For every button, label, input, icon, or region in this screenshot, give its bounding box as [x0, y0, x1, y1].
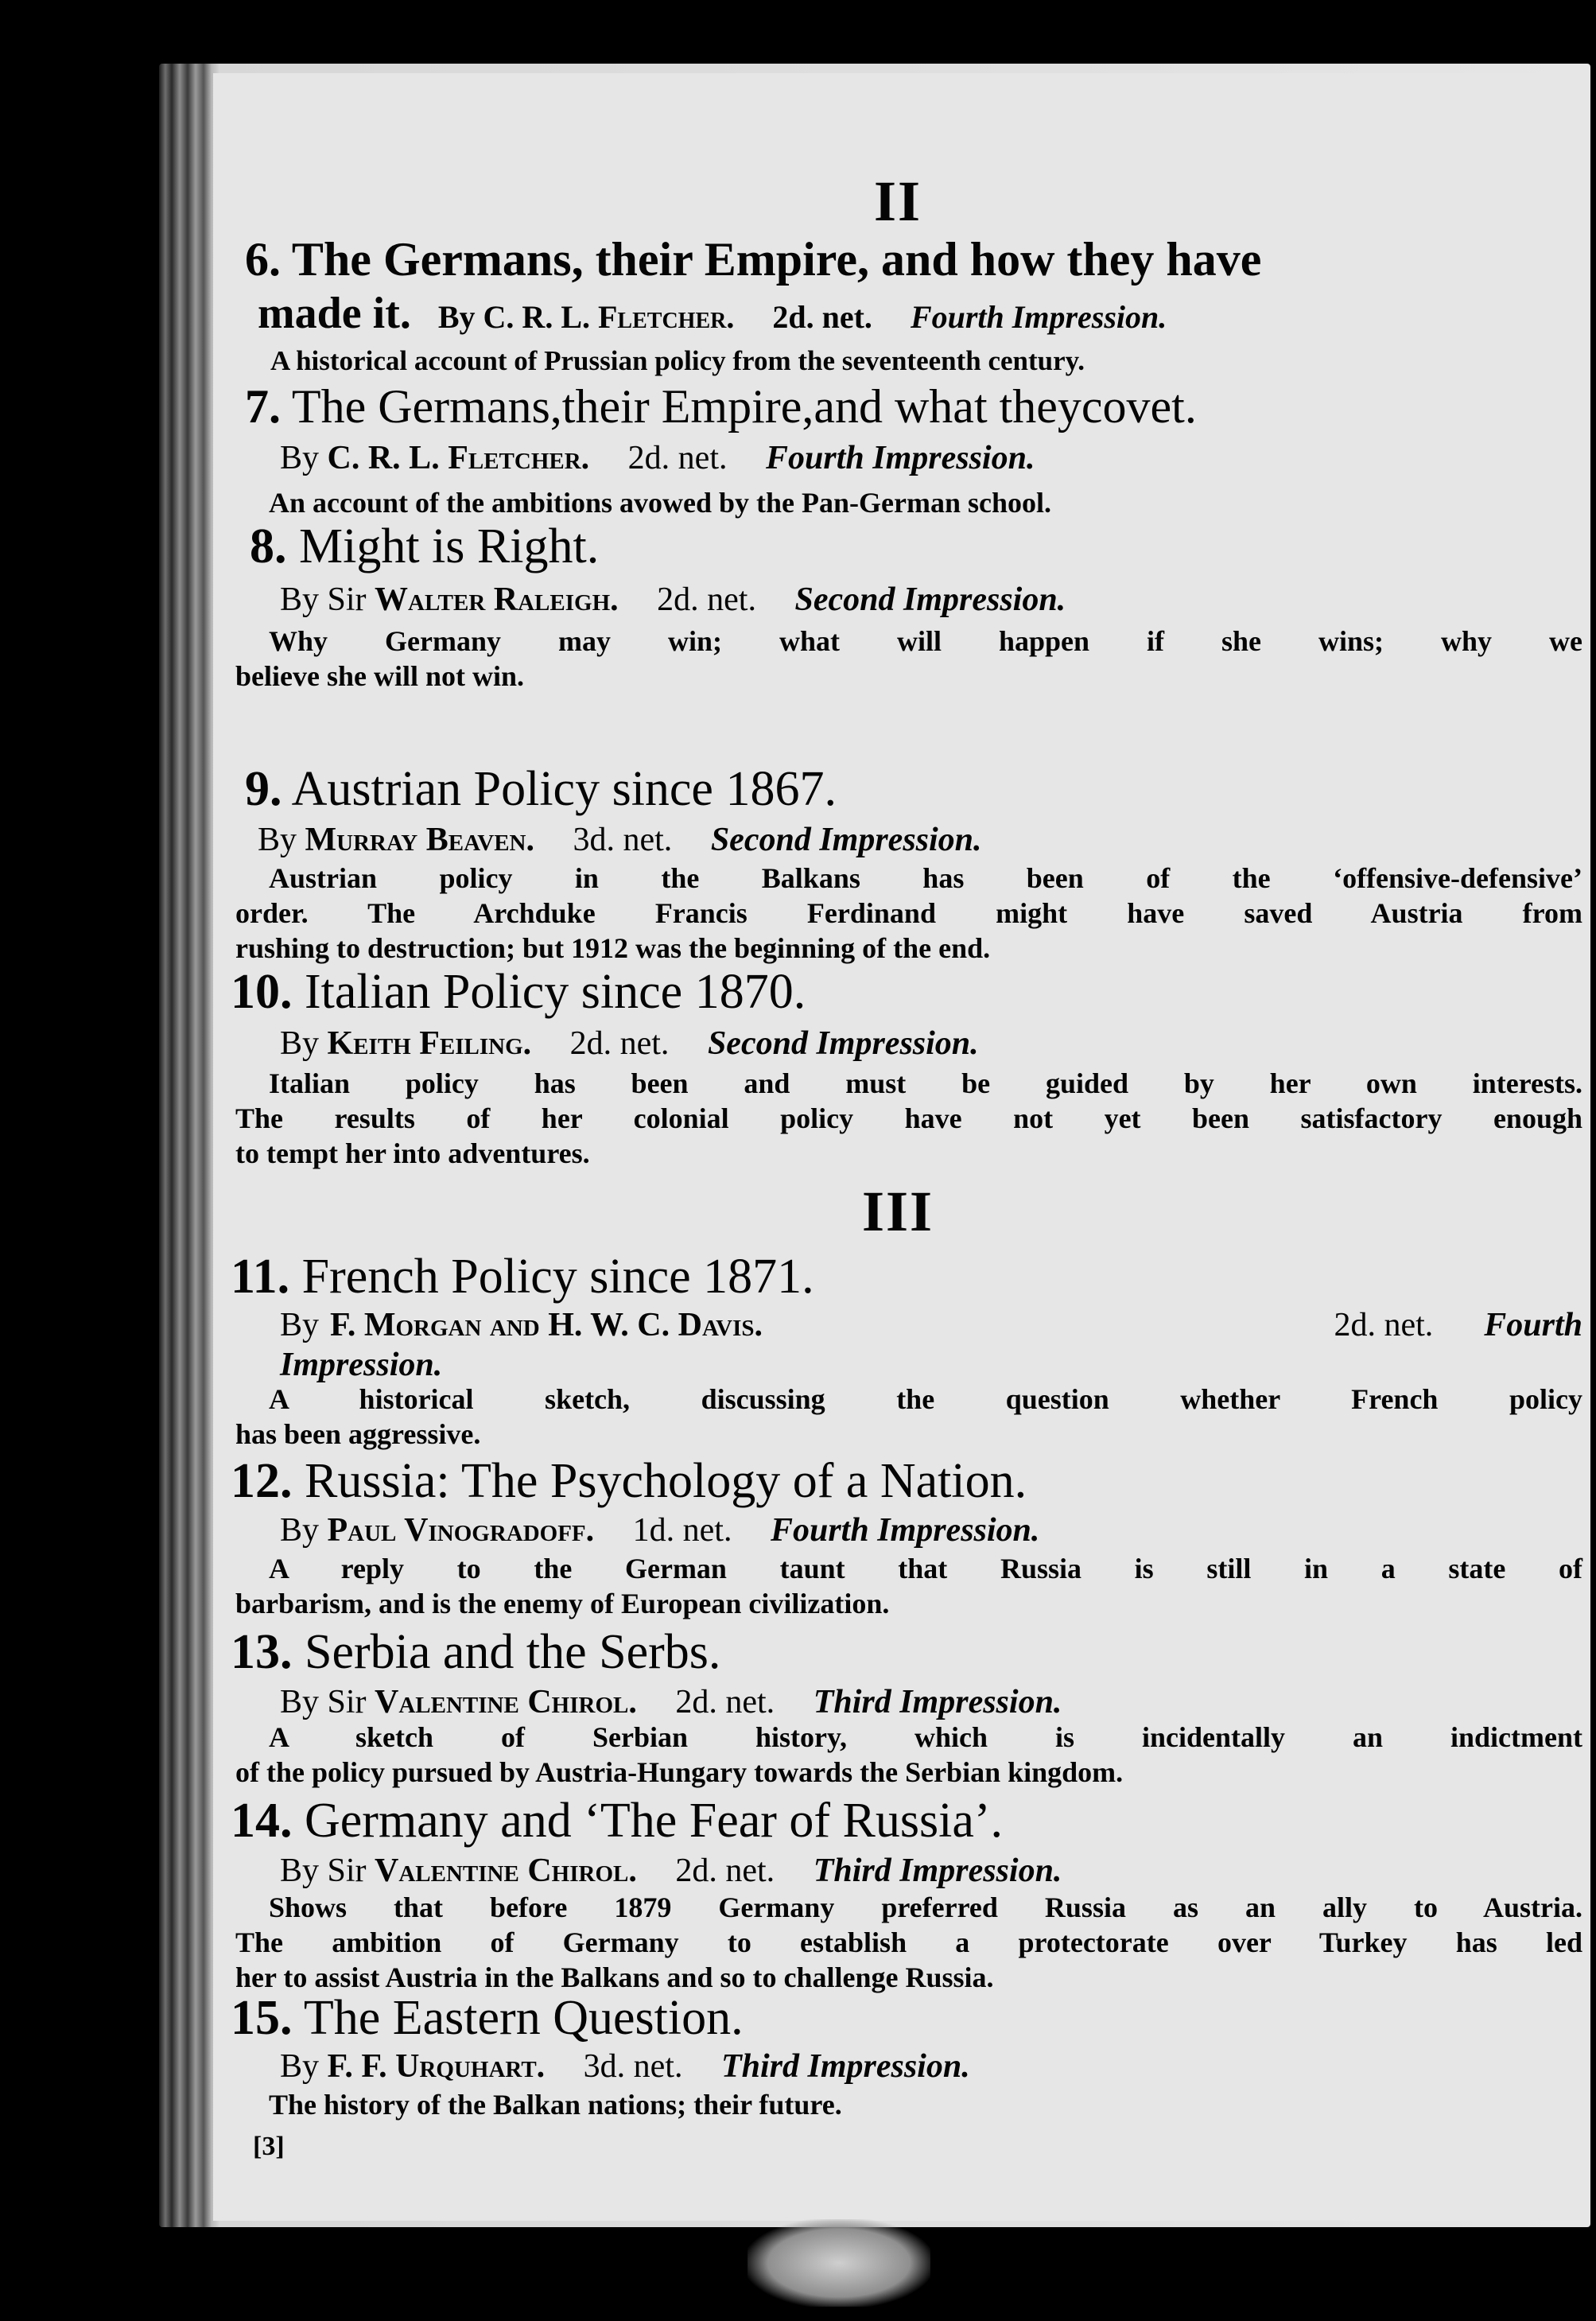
byline-author: F. F. Urquhart. [327, 2048, 546, 2085]
entry-title: The Germans,their Empire,and what theycovet. [291, 380, 1197, 433]
byline-author: Murray Beaven. [305, 822, 534, 858]
entry-title-continued: made it. [258, 289, 411, 338]
entry-number: 10. [231, 965, 293, 1019]
entry-title: The Eastern Question. [303, 1991, 744, 2045]
byline-impression: Fourth Impression. [910, 299, 1167, 335]
description-line: Austrian policy in the Balkans has been of the ‘offensive-defensive’ [269, 862, 1582, 894]
section-heading-ii: II [873, 169, 922, 233]
byline-price: 3d. net. [573, 822, 673, 858]
entry-title: Italian Policy since 1870. [305, 965, 806, 1019]
byline-impression-continued: Impression. [280, 1347, 443, 1383]
byline-price: 2d. net. [657, 581, 756, 618]
byline-impression: Second Impression. [794, 581, 1066, 618]
entry-number: 11. [231, 1250, 290, 1304]
byline-author: Valentine Chirol. [375, 1853, 637, 1889]
byline-author: F. Morgan and H. W. C. Davis. [330, 1307, 763, 1343]
entry-number: 13. [231, 1625, 293, 1679]
byline-by: By [280, 1307, 320, 1343]
byline-author: Valentine Chirol. [375, 1684, 637, 1720]
entry-description: The history of the Balkan nations; their future. [269, 2089, 842, 2121]
description-line: has been aggressive. [235, 1418, 481, 1450]
byline-impression: Fourth Impression. [770, 1512, 1040, 1549]
entry-description [235, 1066, 1582, 1171]
description-line: rushing to destruction; but 1912 was the beginning of the end. [235, 932, 991, 964]
byline-impression: Fourth [1484, 1307, 1582, 1343]
byline-price: 2d. net. [675, 1853, 775, 1889]
byline-impression: Third Impression. [813, 1684, 1062, 1720]
entry-description: A historical account of Prussian policy from the seventeenth century. [270, 345, 1085, 376]
description-line: order. The Archduke Francis Ferdinand might have saved Austria from [235, 897, 1582, 929]
byline-author: Keith Feiling. [327, 1025, 532, 1062]
entry-description [235, 1382, 1582, 1452]
entry-description [235, 624, 1582, 694]
byline-impression: Fourth Impression. [765, 440, 1035, 476]
byline-price: 2d. net. [1334, 1307, 1434, 1343]
entry-title: French Policy since 1871. [301, 1250, 814, 1304]
entry-description [235, 861, 1582, 966]
entry-number: 9. [245, 762, 282, 816]
description-line: The results of her colonial policy have not yet been satisfactory enough [235, 1102, 1582, 1134]
byline-price: 2d. net. [627, 440, 728, 476]
byline-author: Walter Raleigh. [375, 581, 619, 618]
byline-impression: Second Impression. [710, 822, 982, 858]
byline-by: By Sir [280, 1853, 367, 1889]
description-line: barbarism, and is the enemy of European civilization. [235, 1588, 890, 1619]
byline-by: By [280, 1025, 320, 1062]
entry-number: 6. [245, 233, 281, 286]
entry-description [235, 1890, 1582, 1995]
byline-by: By [437, 299, 476, 335]
byline-by: By Sir [280, 581, 367, 618]
entry-description [235, 1720, 1582, 1790]
description-line: believe she will not win. [235, 660, 525, 692]
byline-impression: Third Impression. [720, 2048, 970, 2085]
description-line: Shows that before 1879 Germany preferred Russia as an ally to Austria. [269, 1891, 1582, 1923]
byline-by: By [280, 1512, 320, 1549]
description-line: The ambition of Germany to establish a protectorate over Turkey has led [235, 1926, 1582, 1958]
entry-description [235, 1551, 1582, 1621]
entry-title: Russia: The Psychology of a Nation. [305, 1454, 1027, 1508]
byline-impression: Second Impression. [707, 1025, 979, 1062]
entry-number: 15. [231, 1991, 293, 2045]
description-line: her to assist Austria in the Balkans and so to challenge Russia. [235, 1961, 994, 1993]
section-heading-iii: III [861, 1180, 934, 1243]
entry-title: Serbia and the Serbs. [305, 1625, 721, 1679]
entry-number: 8. [250, 519, 287, 573]
entry-number: 7. [245, 380, 281, 433]
description-line: A reply to the German taunt that Russia is still in a state of [269, 1553, 1582, 1584]
description-line: to tempt her into adventures. [235, 1137, 590, 1169]
description-line: A historical sketch, discussing the question whether French policy [269, 1383, 1582, 1415]
byline-price: 2d. net. [569, 1025, 670, 1062]
byline-impression: Third Impression. [813, 1853, 1062, 1889]
byline-price: 2d. net. [675, 1684, 775, 1720]
book-page [213, 73, 1582, 2221]
byline-price: 2d. net. [772, 299, 872, 335]
torn-paper-fragment [748, 2219, 930, 2307]
byline-by: By Sir [280, 1684, 367, 1720]
byline-author: C. R. L. Fletcher. [483, 299, 735, 335]
byline-by: By [258, 822, 297, 858]
page-number-mark: [3] [253, 2132, 285, 2161]
description-line: A sketch of Serbian history, which is incidentally an indictment [269, 1721, 1582, 1753]
entry-title: The Germans, their Empire, and how they have [291, 233, 1262, 286]
byline-by: By [280, 2048, 320, 2085]
description-line: Why Germany may win; what will happen if she wins; why we [269, 625, 1582, 657]
entry-title: Austrian Policy since 1867. [291, 762, 837, 816]
entry-title: Might is Right. [299, 519, 600, 573]
entry-number: 14. [231, 1794, 293, 1848]
entry-number: 12. [231, 1454, 293, 1508]
byline-price: 1d. net. [632, 1512, 732, 1549]
byline-author: C. R. L. Fletcher. [327, 440, 590, 476]
byline-price: 3d. net. [583, 2048, 683, 2085]
description-line: Italian policy has been and must be guided by her own interests. [269, 1067, 1582, 1099]
byline-author: Paul Vinogradoff. [327, 1512, 595, 1549]
byline-by: By [280, 440, 320, 476]
entry-title: Germany and ‘The Fear of Russia’. [305, 1794, 1004, 1848]
entry-description: An account of the ambitions avowed by the Pan-German school. [269, 487, 1052, 519]
description-line: of the policy pursued by Austria-Hungary towards the Serbian kingdom. [235, 1756, 1124, 1788]
